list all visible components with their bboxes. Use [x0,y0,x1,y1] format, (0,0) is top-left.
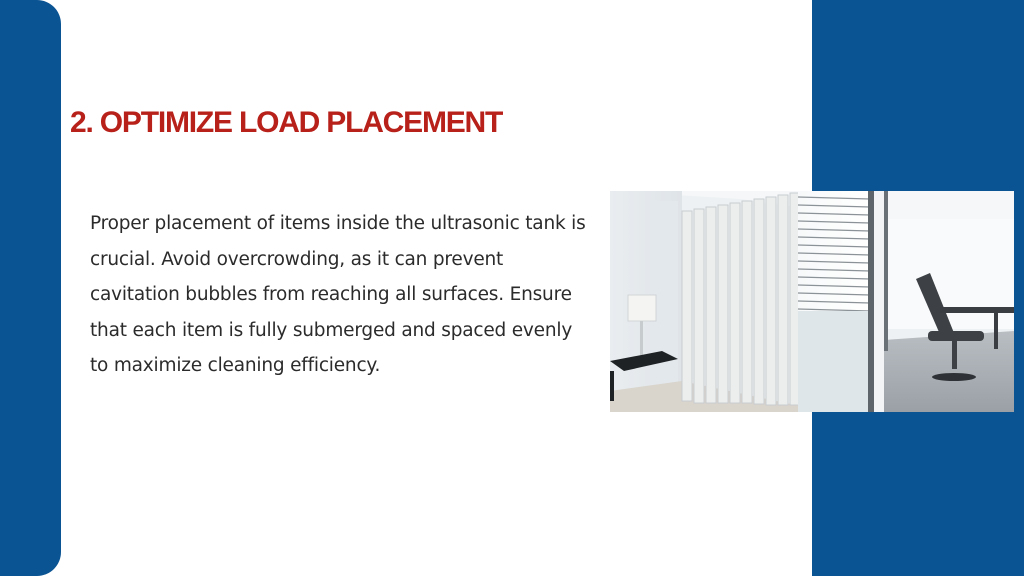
left-accent-bar [0,0,61,576]
office-blinds-illustration [610,191,1014,412]
office-blinds-photo [610,191,1014,412]
body-paragraph: Proper placement of items inside the ultrasonic tank is crucial. Avoid overcrowding, as it can prevent cavitation bubbles from reaching all surfaces. Ensure that each item is fully submerged and spaced evenly to maximize cleaning efficiency. [90,213,586,376]
slide-title: 2. OPTIMIZE LOAD PLACEMENT [70,106,503,139]
